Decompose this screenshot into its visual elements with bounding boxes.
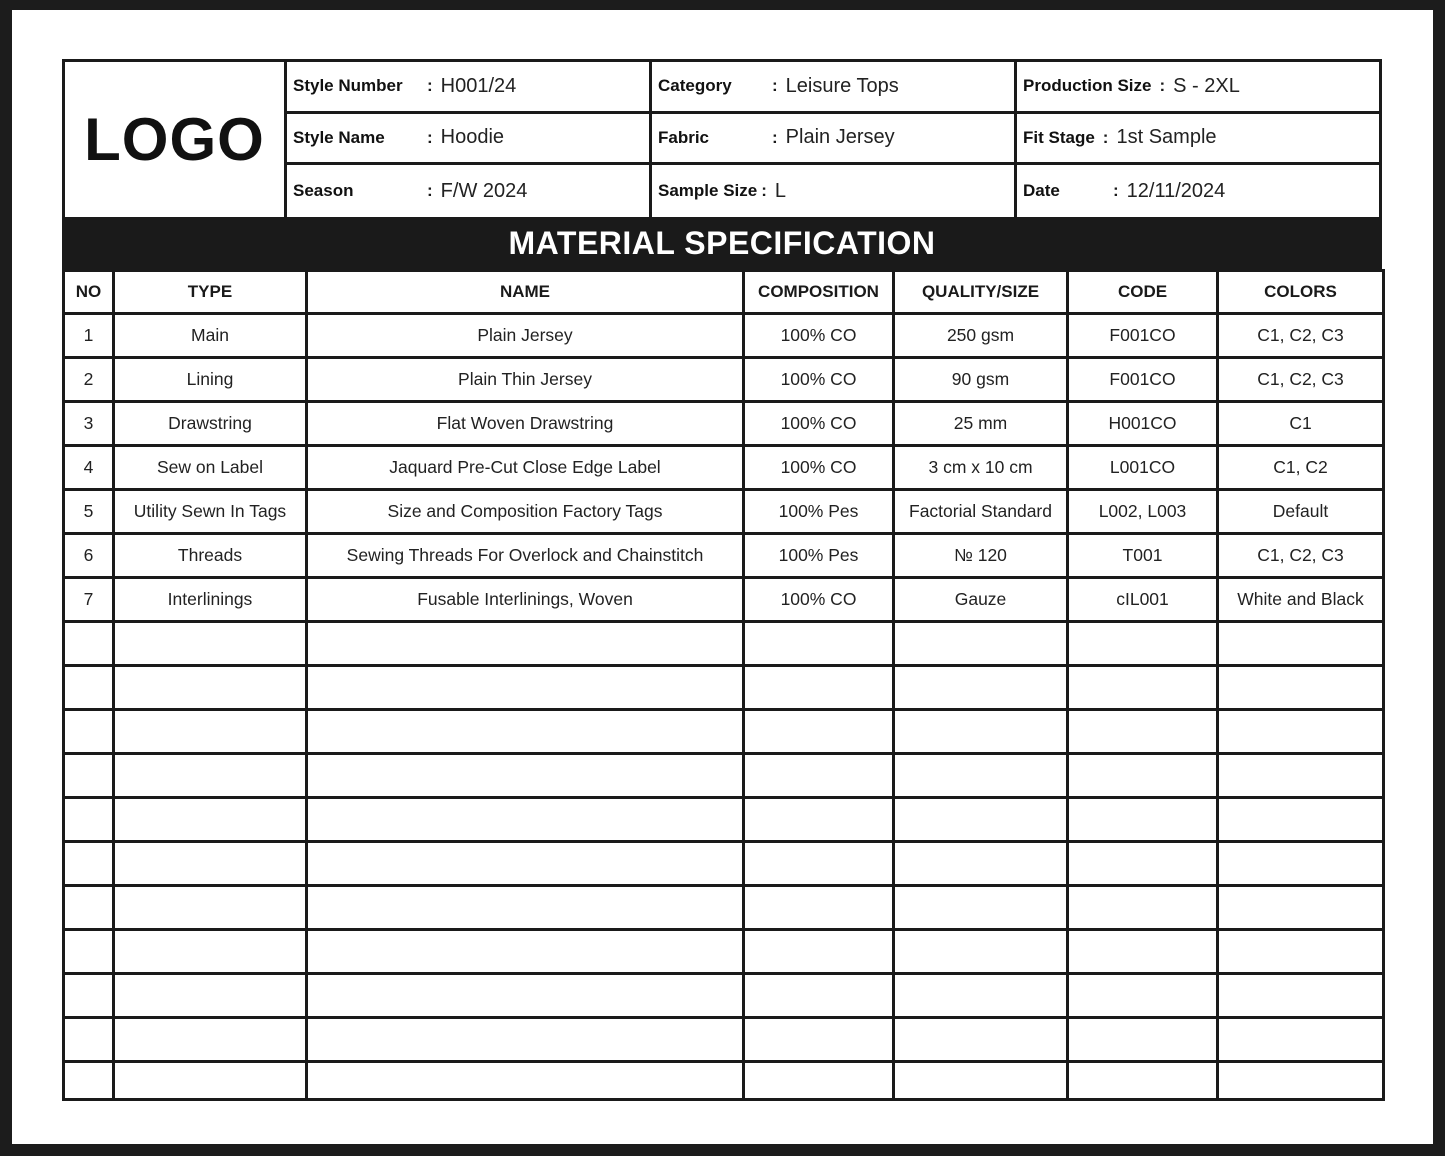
cell-colors: C1, C2, C3: [1218, 314, 1384, 358]
table-row: [64, 490, 1384, 534]
empty-row: [64, 974, 1384, 1018]
cell-quality: № 120: [894, 534, 1068, 578]
production-size-cell: Production Size : S - 2XL: [1017, 62, 1379, 114]
page-title: MATERIAL SPECIFICATION: [62, 217, 1382, 269]
table-row: [64, 446, 1384, 490]
cell-quality: Factorial Standard: [894, 490, 1068, 534]
category-cell: Category : Leisure Tops: [652, 62, 1017, 114]
cell-code: T001: [1068, 534, 1218, 578]
cell-composition: 100% Pes: [744, 490, 894, 534]
sample-size-cell: Sample Size : L: [652, 165, 1017, 217]
cell-composition: 100% Pes: [744, 534, 894, 578]
fit-stage-label: Fit Stage: [1023, 127, 1095, 147]
cell-name: Fusable Interlinings, Woven: [307, 578, 744, 622]
cell-colors: C1, C2, C3: [1218, 358, 1384, 402]
empty-row: [64, 754, 1384, 798]
page: [12, 10, 1433, 1144]
column-header: NO: [64, 271, 114, 314]
sample-size-label: Sample Size: [658, 181, 758, 201]
fabric-label: Fabric: [658, 127, 710, 147]
cell-quality: 3 cm x 10 cm: [894, 446, 1068, 490]
cell-quality: 90 gsm: [894, 358, 1068, 402]
info-grid: [287, 62, 1379, 217]
cell-no: 2: [64, 358, 114, 402]
cell-code: cIL001: [1068, 578, 1218, 622]
cell-code: F001CO: [1068, 358, 1218, 402]
fit-stage-cell: Fit Stage : 1st Sample: [1017, 114, 1379, 166]
empty-row: [64, 1062, 1384, 1100]
cell-name: Jaquard Pre-Cut Close Edge Label: [307, 446, 744, 490]
style-number-cell: Style Number : H001/24: [287, 62, 652, 114]
season-cell: Season : F/W 2024: [287, 165, 652, 217]
cell-colors: White and Black: [1218, 578, 1384, 622]
cell-code: L001CO: [1068, 446, 1218, 490]
date-cell: Date : 12/11/2024: [1023, 179, 1226, 202]
logo: LOGO: [84, 106, 265, 173]
cell-type: Threads: [114, 534, 307, 578]
cell-colors: C1, C2, C3: [1218, 534, 1384, 578]
column-header: CODE: [1068, 271, 1218, 314]
cell-quality: Gauze: [894, 578, 1068, 622]
table-header-row: [64, 271, 1384, 314]
cell-type: Interlinings: [114, 578, 307, 622]
empty-row: [64, 1018, 1384, 1062]
fit-stage-value: 1st Sample: [1116, 126, 1217, 149]
empty-row: [64, 622, 1384, 666]
category-label: Category: [658, 76, 732, 96]
cell-colors: C1: [1218, 402, 1384, 446]
style-number-label: Style Number: [293, 76, 403, 96]
style-number-value: H001/24: [440, 74, 517, 97]
cell-type: Sew on Label: [114, 446, 307, 490]
cell-composition: 100% CO: [744, 578, 894, 622]
cell-no: 6: [64, 534, 114, 578]
cell-quality: 25 mm: [894, 402, 1068, 446]
production-size-label: Production Size: [1023, 76, 1152, 96]
empty-row: [64, 842, 1384, 886]
cell-no: 4: [64, 446, 114, 490]
cell-name: Flat Woven Drawstring: [307, 402, 744, 446]
cell-no: 5: [64, 490, 114, 534]
column-header: TYPE: [114, 271, 307, 314]
cell-type: Lining: [114, 358, 307, 402]
empty-row: [64, 666, 1384, 710]
cell-code: H001CO: [1068, 402, 1218, 446]
column-header: QUALITY/SIZE: [894, 271, 1068, 314]
fabric-cell: Fabric : Plain Jersey: [652, 114, 1017, 166]
material-table: [62, 269, 1385, 1101]
column-header: COMPOSITION: [744, 271, 894, 314]
empty-row: [64, 886, 1384, 930]
cell-colors: C1, C2: [1218, 446, 1384, 490]
cell-no: 3: [64, 402, 114, 446]
season-value: F/W 2024: [440, 179, 528, 202]
style-name-label: Style Name: [293, 127, 385, 147]
table-row: [64, 402, 1384, 446]
empty-row: [64, 930, 1384, 974]
table-row: [64, 534, 1384, 578]
cell-name: Plain Thin Jersey: [307, 358, 744, 402]
empty-row: [64, 710, 1384, 754]
date-label: Date: [1023, 181, 1060, 201]
cell-code: L002, L003: [1068, 490, 1218, 534]
cell-name: Size and Composition Factory Tags: [307, 490, 744, 534]
cell-composition: 100% CO: [744, 402, 894, 446]
sample-size-value: L: [774, 179, 787, 202]
cell-composition: 100% CO: [744, 446, 894, 490]
fabric-value: Plain Jersey: [785, 126, 895, 149]
cell-type: Drawstring: [114, 402, 307, 446]
table-row: [64, 358, 1384, 402]
logo-box: [65, 62, 287, 217]
table-row: [64, 314, 1384, 358]
production-size-value: S - 2XL: [1173, 74, 1240, 97]
header-block: [62, 59, 1382, 217]
date-value: 12/11/2024: [1126, 179, 1226, 202]
cell-quality: 250 gsm: [894, 314, 1068, 358]
cell-name: Sewing Threads For Overlock and Chainstitch: [307, 534, 744, 578]
style-name-cell: Style Name : Hoodie: [287, 114, 652, 166]
cell-no: 1: [64, 314, 114, 358]
category-value: Leisure Tops: [785, 74, 899, 97]
cell-no: 7: [64, 578, 114, 622]
table-row: [64, 578, 1384, 622]
spec-sheet: [62, 59, 1382, 1101]
cell-type: Main: [114, 314, 307, 358]
style-name-value: Hoodie: [440, 126, 505, 149]
cell-composition: 100% CO: [744, 314, 894, 358]
cell-composition: 100% CO: [744, 358, 894, 402]
cell-code: F001CO: [1068, 314, 1218, 358]
cell-colors: Default: [1218, 490, 1384, 534]
cell-name: Plain Jersey: [307, 314, 744, 358]
season-label: Season: [293, 181, 354, 201]
cell-type: Utility Sewn In Tags: [114, 490, 307, 534]
column-header: COLORS: [1218, 271, 1384, 314]
column-header: NAME: [307, 271, 744, 314]
empty-row: [64, 798, 1384, 842]
